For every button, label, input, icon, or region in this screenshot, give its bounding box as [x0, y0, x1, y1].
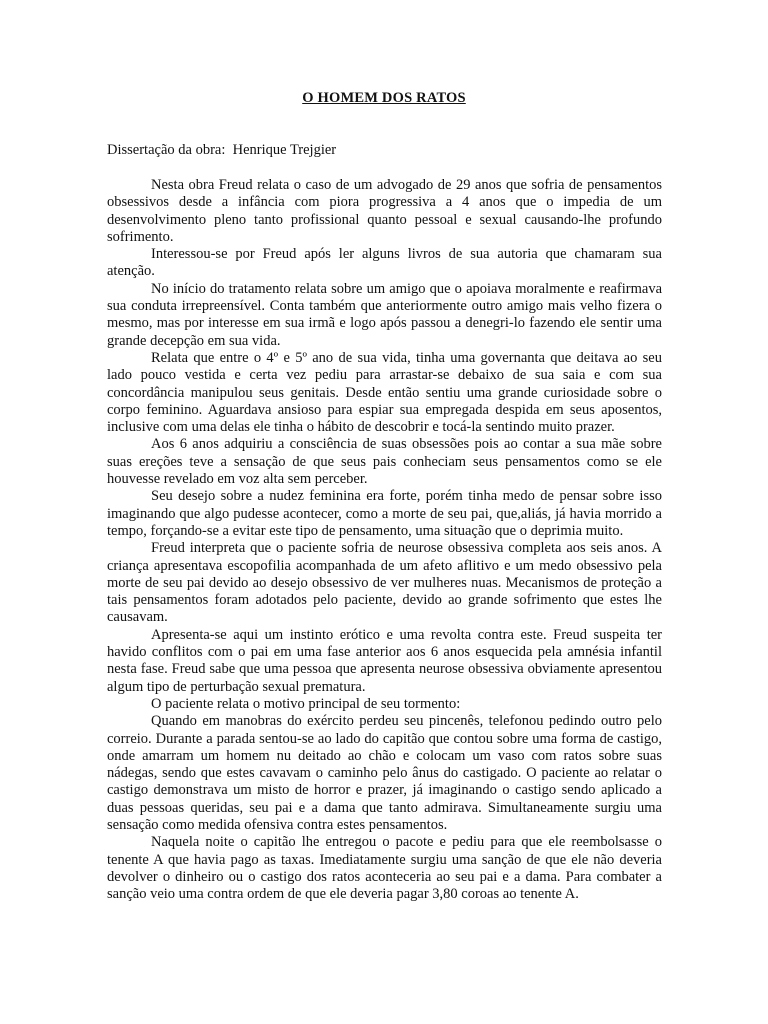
author-line — [107, 142, 336, 159]
paragraph: Seu desejo sobre a nudez feminina era forte, porém tinha medo de pensar sobre isso imaginando que algo pudesse acontecer, como a morte de seu pai, que,aliás, já havia morrido a tempo, forçando-se a evitar este tipo de pensamento, uma situação que o deprimia muito. — [107, 488, 662, 539]
paragraph: Aos 6 anos adquiriu a consciência de suas obsessões pois ao contar a sua mãe sobre suas ereções teve a sensação de que seus pais conheciam seus pensamentos como se ele houvesse revelado em voz alta sem perceber. — [107, 436, 662, 488]
paragraph: Nesta obra Freud relata o caso de um advogado de 29 anos que sofria de pensamentos obsessivos desde a infância com piora progressiva a 4 anos que o impedia de um desenvolvimento pleno tanto profissional quanto pessoal e sexual causando-lhe profundo sofrimento. — [107, 177, 662, 245]
paragraph: Quando em manobras do exército perdeu seu pincenês, telefonou pedindo outro pelo correio. Durante a parada sentou-se ao lado do capitão que contou sobre uma forma de castigo, onde amarram um homem nu deitado ao chão e colocam um vaso com ratos sobre suas nádegas, sendo que estes cavavam o caminho pelo ânus do castigado. O paciente ao relatar o castigo demonstrava um misto de horror e prazer, já imaginando o castigo sendo aplicado a duas pessoas queridas, seu pai e a dama que tanto admirava. Simultaneamente surgiu uma sensação como medida ofensiva contra estes pensamentos. — [107, 713, 662, 833]
paragraph: Interessou-se por Freud após ler alguns livros de sua autoria que chamaram sua atenção. — [107, 246, 662, 280]
paragraph: Naquela noite o capitão lhe entregou o pacote e pediu para que ele reembolsasse o tenente A que havia pago as taxas. Imediatamente surgiu uma sanção de que ele não deveria devolver o dinheiro ou o castigo dos ratos aconteceria ao seu pai e a dama. Para combater a sanção veio uma contra ordem de que ele deveria pagar 3,80 coroas ao tenente A. — [107, 834, 662, 903]
author-name: Henrique Trejgier — [232, 142, 337, 158]
paragraph: Relata que entre o 4º e 5º ano de sua vida, tinha uma governanta que deitava ao seu lado pouco vestida e certa vez pediu para arrastar-se debaixo de sua saia e com sua concordância manipulou seus genitais. Desde então sentiu uma grande curiosidade sobre o corpo feminino. Aguardava ansioso para espiar sua empregada despida em seus aposentos, inclusive com uma delas ele tinha o hábito de descobrir e tocá-la sentindo muito prazer. — [107, 349, 662, 436]
paragraph: Freud interpreta que o paciente sofria de neurose obsessiva completa aos seis anos. A criança apresentava escopofilia acompanhada de um afeto aflitivo e um medo obsessivo pela morte de seu pai devido ao desejo obsessivo de ver mulheres nuas. Mecanismos de proteção a tais pensamentos foram adotados pelo paciente, devido ao grande sofrimento que estes lhe causavam. — [107, 540, 662, 626]
paragraph: No início do tratamento relata sobre um amigo que o apoiava moralmente e reafirmava sua conduta irrepreensível. Conta também que anteriormente outro amigo mais velho fizera o mesmo, mas por interesse em sua irmã e logo após passou a denegri-lo fazendo ele sentir uma grande decepção em sua vida. — [107, 280, 662, 349]
paragraph: Apresenta-se aqui um instinto erótico e uma revolta contra este. Freud suspeita ter havido conflitos com o pai em uma fase anterior aos 6 anos esquecida pela amnésia infantil nesta fase. Freud sabe que uma pessoa que apresenta neurose obsessiva obviamente apresentou algum tipo de perturbação sexual prematura. — [107, 626, 662, 695]
body-text — [107, 177, 662, 903]
paragraph: O paciente relata o motivo principal de seu tormento: — [151, 695, 461, 712]
document-title: O HOMEM DOS RATOS — [302, 90, 466, 106]
author-label: Dissertação da obra: — [107, 142, 226, 158]
